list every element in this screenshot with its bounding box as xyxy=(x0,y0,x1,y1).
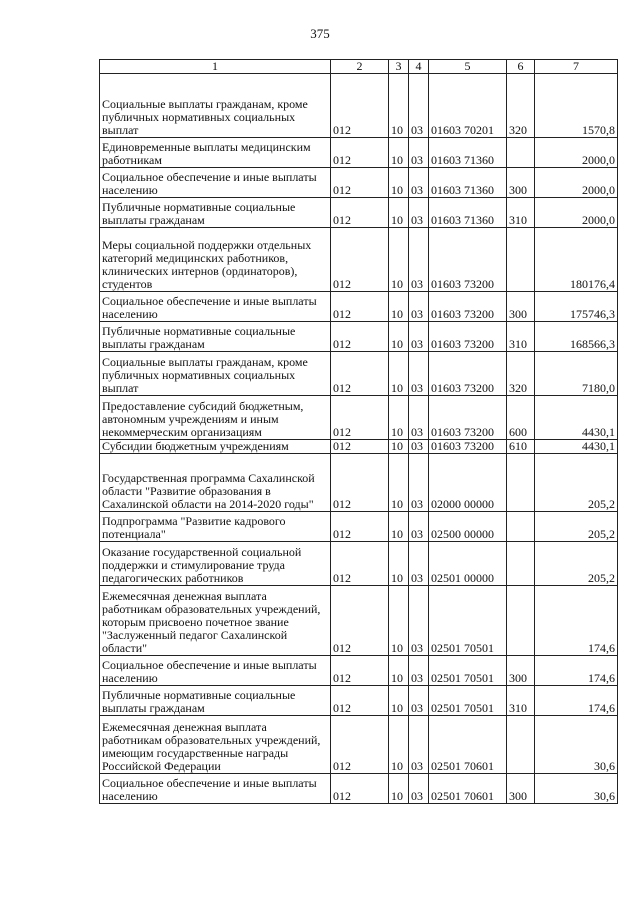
row-name-cell: Социальное обеспечение и иные выплаты населению xyxy=(100,656,331,686)
row-cell-c2: 012 xyxy=(331,586,389,656)
table-row xyxy=(100,352,618,396)
row-cell-c4: 03 xyxy=(409,586,429,656)
row-cell-c6: 310 xyxy=(507,686,535,716)
row-cell-c3: 10 xyxy=(389,686,409,716)
row-cell-c6 xyxy=(507,586,535,656)
row-cell-c2: 012 xyxy=(331,168,389,198)
row-cell-c7: 174,6 xyxy=(535,686,618,716)
row-cell-c5: 02501 70601 xyxy=(429,774,507,804)
row-cell-c4: 03 xyxy=(409,512,429,542)
row-cell-c3: 10 xyxy=(389,138,409,168)
row-cell-c7: 175746,3 xyxy=(535,292,618,322)
row-cell-c6 xyxy=(507,512,535,542)
row-cell-c4: 03 xyxy=(409,454,429,512)
row-cell-c6 xyxy=(507,228,535,292)
row-name-cell: Социальное обеспечение и иные выплаты населению xyxy=(100,774,331,804)
table-row xyxy=(100,228,618,292)
page-number: 375 xyxy=(310,26,330,41)
row-cell-c2: 012 xyxy=(331,686,389,716)
row-name-cell: Социальные выплаты гражданам, кроме публичных нормативных социальных выплат xyxy=(100,74,331,138)
row-cell-c3: 10 xyxy=(389,454,409,512)
table-row xyxy=(100,198,618,228)
row-cell-c5: 02501 70501 xyxy=(429,586,507,656)
row-cell-c2: 012 xyxy=(331,74,389,138)
table-row xyxy=(100,440,618,454)
row-cell-c4: 03 xyxy=(409,774,429,804)
row-cell-c7: 30,6 xyxy=(535,716,618,774)
row-cell-c2: 012 xyxy=(331,440,389,454)
table-row xyxy=(100,322,618,352)
row-name-cell: Социальное обеспечение и иные выплаты населению xyxy=(100,168,331,198)
row-name-cell: Социальное обеспечение и иные выплаты населению xyxy=(100,292,331,322)
row-cell-c6 xyxy=(507,542,535,586)
row-name-cell: Публичные нормативные социальные выплаты гражданам xyxy=(100,686,331,716)
row-cell-c4: 03 xyxy=(409,228,429,292)
row-cell-c2: 012 xyxy=(331,228,389,292)
row-cell-c5: 02501 70601 xyxy=(429,716,507,774)
row-cell-c7: 174,6 xyxy=(535,586,618,656)
row-cell-c7: 4430,1 xyxy=(535,440,618,454)
row-cell-c4: 03 xyxy=(409,198,429,228)
table-row xyxy=(100,512,618,542)
column-header: 6 xyxy=(507,60,535,74)
row-name-cell: Субсидии бюджетным учреждениям xyxy=(100,440,331,454)
row-cell-c4: 03 xyxy=(409,396,429,440)
row-cell-c2: 012 xyxy=(331,292,389,322)
row-cell-c6: 310 xyxy=(507,198,535,228)
row-name-cell: Социальные выплаты гражданам, кроме публичных нормативных социальных выплат xyxy=(100,352,331,396)
row-cell-c3: 10 xyxy=(389,322,409,352)
row-cell-c4: 03 xyxy=(409,168,429,198)
row-name-cell: Ежемесячная денежная выплата работникам образовательных учреждений, которым присвоено почетное звание "Заслуженный педагог Сахалинской области" xyxy=(100,586,331,656)
row-cell-c5: 02501 70501 xyxy=(429,686,507,716)
row-name-cell: Меры социальной поддержки отдельных категорий медицинских работников, клинических интернов (ординаторов), студентов xyxy=(100,228,331,292)
row-cell-c7: 2000,0 xyxy=(535,138,618,168)
row-cell-c4: 03 xyxy=(409,138,429,168)
row-name-cell: Публичные нормативные социальные выплаты гражданам xyxy=(100,198,331,228)
row-cell-c4: 03 xyxy=(409,686,429,716)
row-cell-c5: 02501 00000 xyxy=(429,542,507,586)
row-cell-c5: 01603 70201 xyxy=(429,74,507,138)
row-cell-c3: 10 xyxy=(389,586,409,656)
row-cell-c3: 10 xyxy=(389,198,409,228)
row-cell-c3: 10 xyxy=(389,774,409,804)
row-cell-c7: 7180,0 xyxy=(535,352,618,396)
row-cell-c5: 01603 71360 xyxy=(429,198,507,228)
row-cell-c7: 174,6 xyxy=(535,656,618,686)
table-row xyxy=(100,586,618,656)
row-cell-c5: 01603 73200 xyxy=(429,228,507,292)
column-header: 4 xyxy=(409,60,429,74)
row-cell-c3: 10 xyxy=(389,512,409,542)
row-cell-c3: 10 xyxy=(389,168,409,198)
row-cell-c6: 300 xyxy=(507,656,535,686)
row-cell-c4: 03 xyxy=(409,542,429,586)
row-cell-c3: 10 xyxy=(389,74,409,138)
row-cell-c2: 012 xyxy=(331,322,389,352)
column-header: 3 xyxy=(389,60,409,74)
row-cell-c5: 01603 73200 xyxy=(429,352,507,396)
row-cell-c6: 310 xyxy=(507,322,535,352)
table-row xyxy=(100,138,618,168)
row-cell-c4: 03 xyxy=(409,352,429,396)
row-cell-c4: 03 xyxy=(409,292,429,322)
row-cell-c2: 012 xyxy=(331,512,389,542)
row-cell-c2: 012 xyxy=(331,454,389,512)
table-row xyxy=(100,168,618,198)
column-header: 2 xyxy=(331,60,389,74)
row-cell-c3: 10 xyxy=(389,292,409,322)
row-cell-c3: 10 xyxy=(389,396,409,440)
row-cell-c5: 01603 71360 xyxy=(429,138,507,168)
row-cell-c3: 10 xyxy=(389,352,409,396)
row-cell-c3: 10 xyxy=(389,228,409,292)
row-cell-c6 xyxy=(507,454,535,512)
row-cell-c6: 600 xyxy=(507,396,535,440)
row-name-cell: Ежемесячная денежная выплата работникам образовательных учреждений, имеющим государственные награды Российской Федерации xyxy=(100,716,331,774)
row-cell-c5: 01603 73200 xyxy=(429,440,507,454)
row-cell-c2: 012 xyxy=(331,138,389,168)
row-cell-c3: 10 xyxy=(389,716,409,774)
row-cell-c2: 012 xyxy=(331,542,389,586)
row-cell-c3: 10 xyxy=(389,542,409,586)
table-row xyxy=(100,716,618,774)
row-cell-c3: 10 xyxy=(389,656,409,686)
table-row xyxy=(100,774,618,804)
row-name-cell: Государственная программа Сахалинской области "Развитие образования в Сахалинской области на 2014-2020 годы" xyxy=(100,454,331,512)
row-name-cell: Предоставление субсидий бюджетным, автономным учреждениям и иным некоммерческим организациям xyxy=(100,396,331,440)
row-cell-c2: 012 xyxy=(331,774,389,804)
row-cell-c5: 02500 00000 xyxy=(429,512,507,542)
column-header: 1 xyxy=(100,60,331,74)
row-name-cell: Оказание государственной социальной поддержки и стимулирование труда педагогических работников xyxy=(100,542,331,586)
row-cell-c6: 300 xyxy=(507,168,535,198)
header-row xyxy=(100,60,618,74)
row-cell-c6: 320 xyxy=(507,352,535,396)
row-cell-c2: 012 xyxy=(331,396,389,440)
budget-table xyxy=(99,59,618,804)
row-cell-c3: 10 xyxy=(389,440,409,454)
row-cell-c5: 02501 70501 xyxy=(429,656,507,686)
table-row xyxy=(100,542,618,586)
row-cell-c6: 300 xyxy=(507,774,535,804)
row-cell-c2: 012 xyxy=(331,352,389,396)
row-cell-c7: 205,2 xyxy=(535,542,618,586)
row-cell-c4: 03 xyxy=(409,440,429,454)
row-cell-c7: 2000,0 xyxy=(535,168,618,198)
column-header: 7 xyxy=(535,60,618,74)
row-cell-c7: 1570,8 xyxy=(535,74,618,138)
row-cell-c6: 300 xyxy=(507,292,535,322)
table-row xyxy=(100,656,618,686)
row-cell-c6 xyxy=(507,716,535,774)
row-cell-c7: 205,2 xyxy=(535,454,618,512)
row-cell-c5: 02000 00000 xyxy=(429,454,507,512)
row-cell-c7: 4430,1 xyxy=(535,396,618,440)
row-cell-c5: 01603 71360 xyxy=(429,168,507,198)
table-row xyxy=(100,292,618,322)
row-cell-c6: 610 xyxy=(507,440,535,454)
row-cell-c7: 2000,0 xyxy=(535,198,618,228)
row-name-cell: Публичные нормативные социальные выплаты гражданам xyxy=(100,322,331,352)
table-row xyxy=(100,686,618,716)
row-cell-c4: 03 xyxy=(409,322,429,352)
row-cell-c2: 012 xyxy=(331,656,389,686)
row-cell-c7: 180176,4 xyxy=(535,228,618,292)
row-cell-c6 xyxy=(507,138,535,168)
table-row xyxy=(100,396,618,440)
row-cell-c2: 012 xyxy=(331,198,389,228)
column-header: 5 xyxy=(429,60,507,74)
row-cell-c5: 01603 73200 xyxy=(429,292,507,322)
table-row xyxy=(100,74,618,138)
row-cell-c7: 205,2 xyxy=(535,512,618,542)
row-cell-c4: 03 xyxy=(409,656,429,686)
row-cell-c2: 012 xyxy=(331,716,389,774)
table-row xyxy=(100,454,618,512)
row-name-cell: Подпрограмма "Развитие кадрового потенциала" xyxy=(100,512,331,542)
row-cell-c6: 320 xyxy=(507,74,535,138)
row-cell-c7: 30,6 xyxy=(535,774,618,804)
row-name-cell: Единовременные выплаты медицинским работникам xyxy=(100,138,331,168)
row-cell-c4: 03 xyxy=(409,74,429,138)
row-cell-c4: 03 xyxy=(409,716,429,774)
row-cell-c7: 168566,3 xyxy=(535,322,618,352)
row-cell-c5: 01603 73200 xyxy=(429,396,507,440)
row-cell-c5: 01603 73200 xyxy=(429,322,507,352)
